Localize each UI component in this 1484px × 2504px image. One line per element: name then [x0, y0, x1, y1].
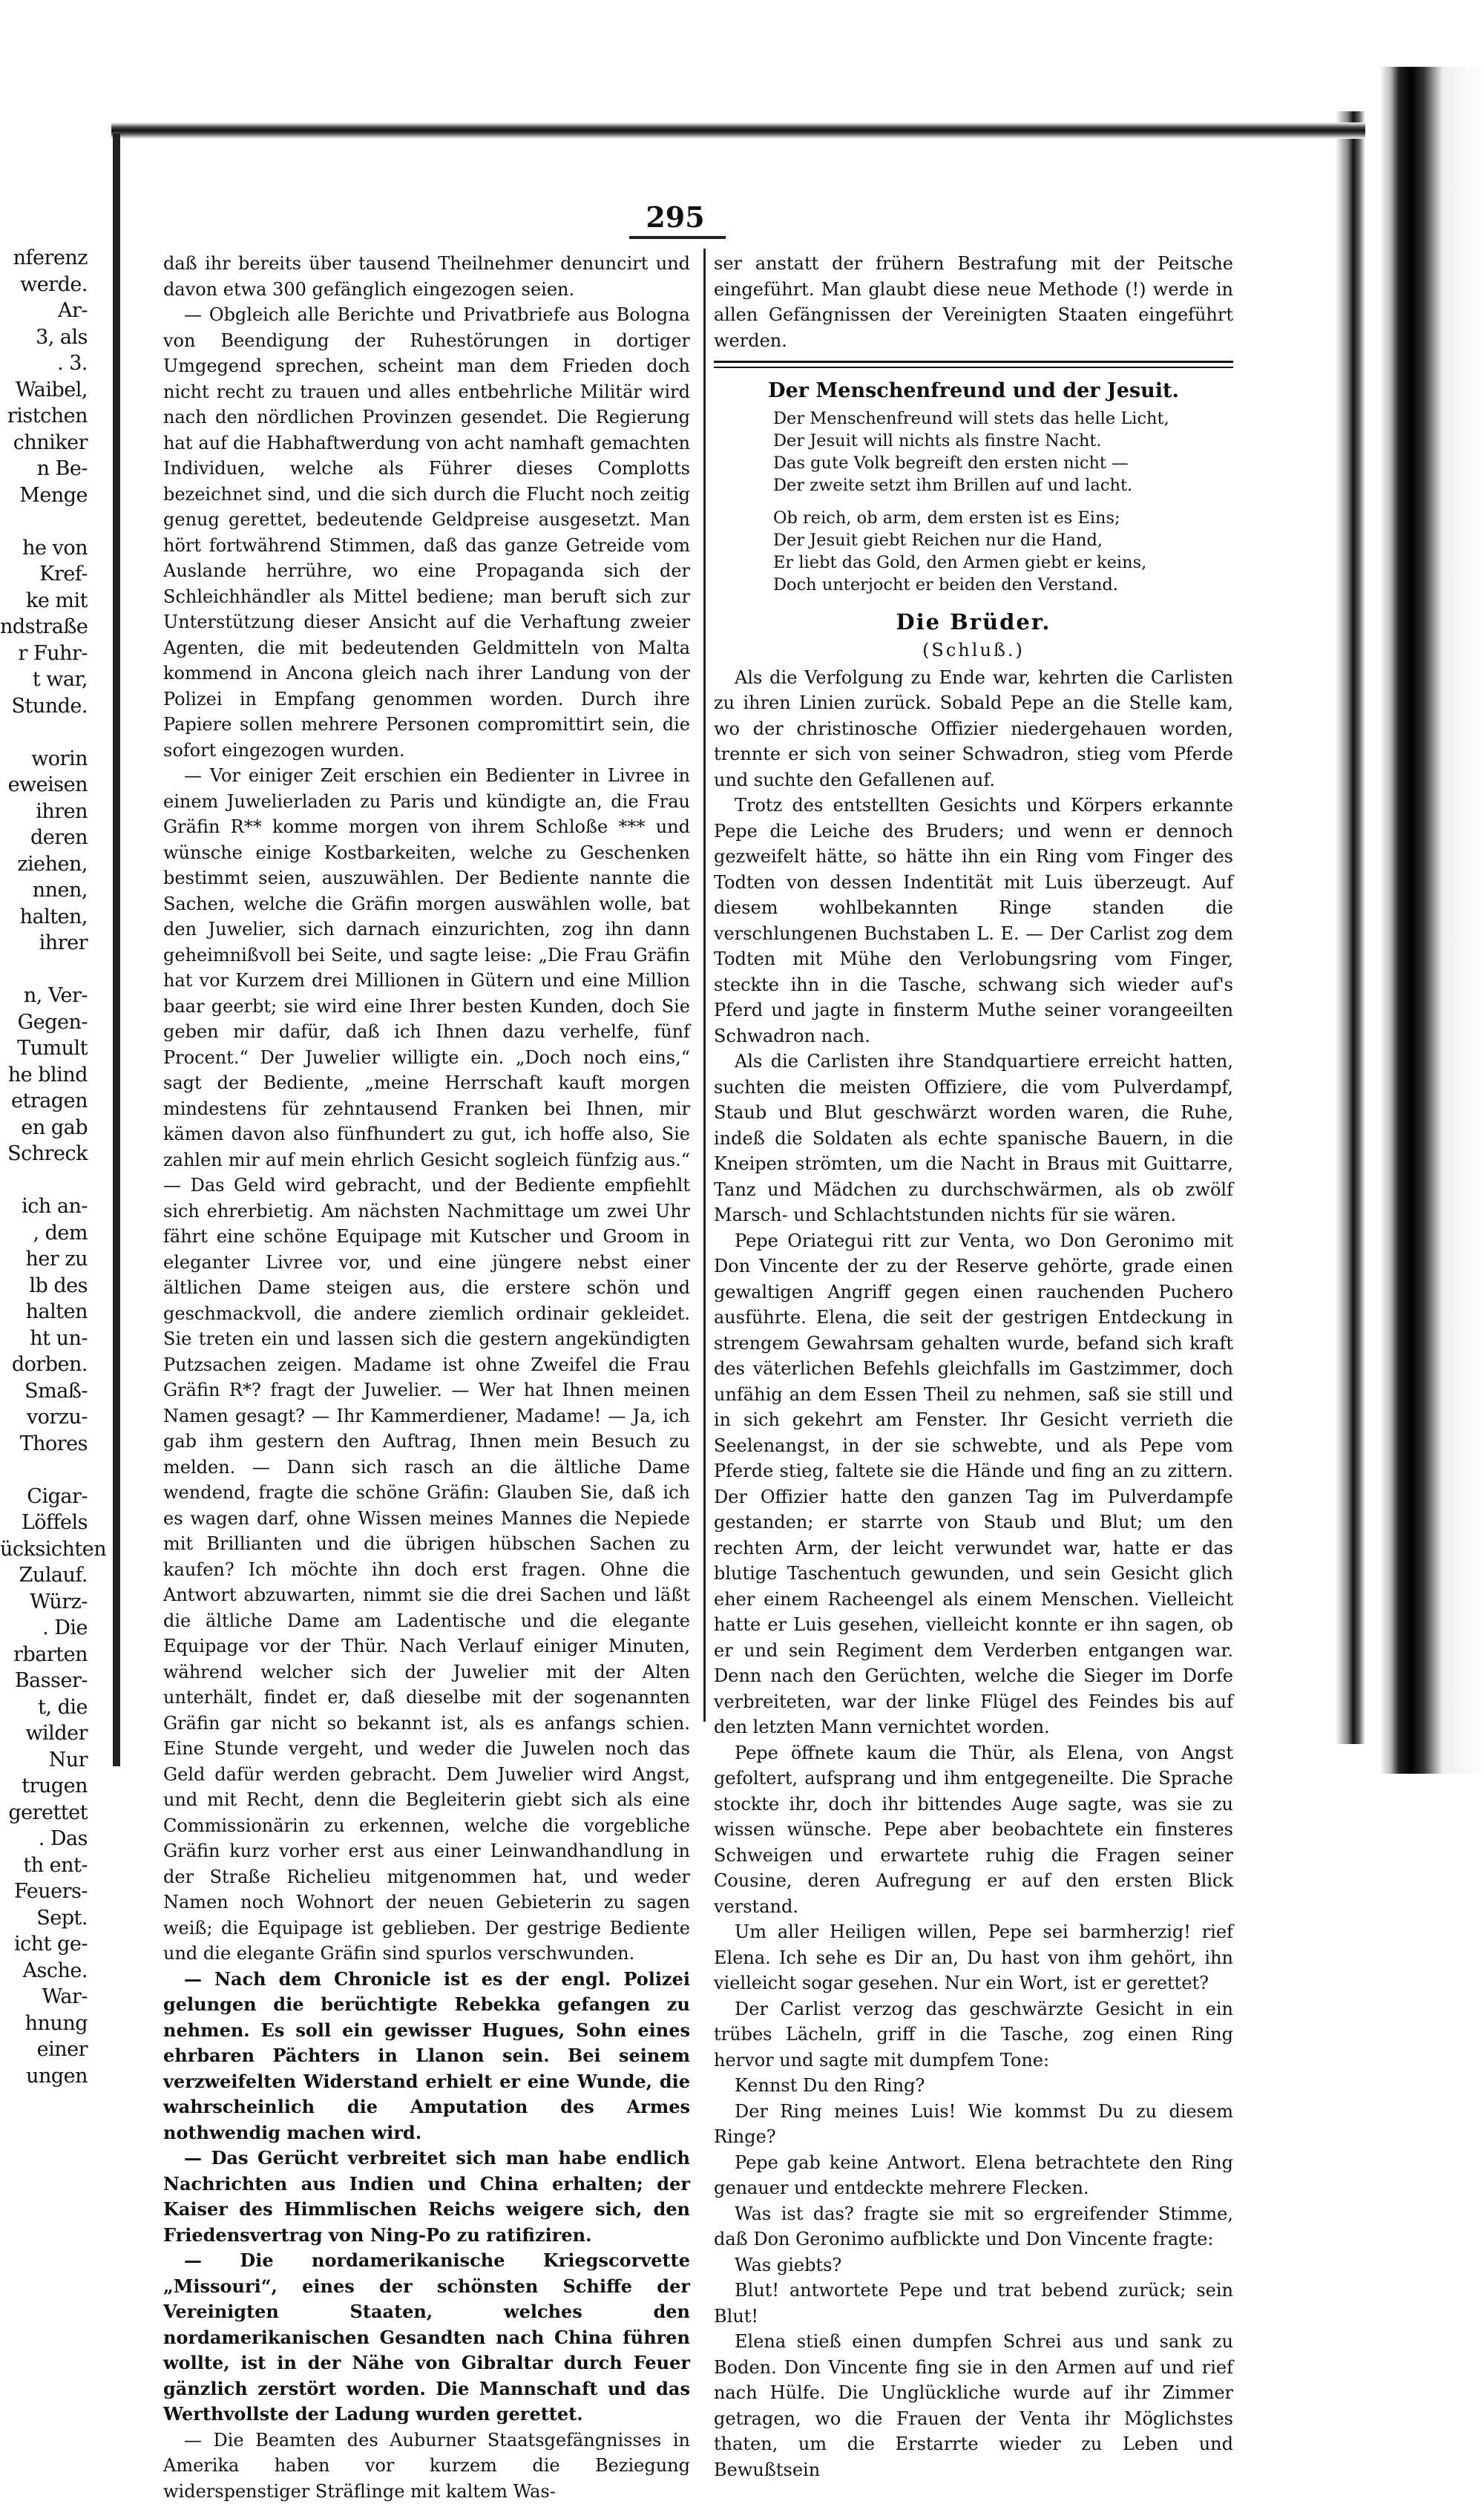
- fragment-line: eweisen: [0, 772, 88, 799]
- fragment-line: Cigar-: [0, 1484, 88, 1510]
- fragment-line: Feuers-: [0, 1878, 88, 1905]
- fragment-line: . Die: [0, 1615, 88, 1642]
- fragment-line: ndstraße: [0, 614, 88, 640]
- story-paragraph: Der Carlist verzog das geschwärzte Gesicht in ein trübes Lächeln, griff in die Tasche, zog einen Ring hervor und sagte mit dumpfem Tone:: [714, 1996, 1233, 2074]
- fragment-line: Gegen-: [0, 1009, 88, 1036]
- fragment-line: Smaß-: [0, 1378, 88, 1405]
- poem-line: Er liebt das Gold, den Armen giebt er keins,: [773, 551, 1233, 574]
- fragment-line: her zu: [0, 1246, 88, 1273]
- facing-page-fragment: [0, 245, 88, 1559]
- fragment-line: 3, als: [0, 324, 88, 351]
- story-paragraph: Als die Verfolgung zu Ende war, kehrten die Carlisten zu ihren Linien zurück. Sobald Pepe an die Stelle kam, wo der christinosche Offizier niedergehauen worden, trennte er sich von seiner Schwadron, stieg vom Pferde und suchte den Gefallenen auf.: [714, 665, 1233, 793]
- fragment-line: Thores: [0, 1431, 88, 1458]
- paragraph-china: — Das Gerücht verbreitet sich man habe endlich Nachrichten aus Indien und China erhalten; der Kaiser des Himmlischen Reichs weigere sich, den Friedensvertrag von Ning-Po zu ratifiziren.: [163, 2146, 690, 2248]
- fragment-line: ke mit: [0, 588, 88, 614]
- fragment-line: ihrer: [0, 930, 88, 957]
- fragment-line: wilder: [0, 1720, 88, 1747]
- fragment-line: nnen,: [0, 877, 88, 904]
- story-paragraph: Blut! antwortete Pepe und trat bebend zurück; sein Blut!: [714, 2278, 1233, 2329]
- poem-line: Der zweite setzt ihm Brillen auf und lacht.: [773, 474, 1233, 496]
- paragraph-jeweler: — Vor einiger Zeit erschien ein Bedienter in Livree in einem Juwelierladen zu Paris und kündigte an, die Frau Gräfin R** komme morgen von ihrem Schloße *** und wünsche einige Kostbarkeiten, welche zu Geschenken bestimmt seien, auszuwählen. Der Bediente nannte die Sachen, welche die Gräfin morgen auswählen wolle, bat den Juwelier, sich darnach einzurichten, zog ihn dann geheimnißvoll bei Seite, und sagte leise: „Die Frau Gräfin hat vor Kurzem drei Millionen in Gütern und eine Million baar geerbt; sie wird eine Ihrer besten Kunden, doch Sie geben mir dafür, daß ich Ihnen dazu verhelfe, fünf Procent.“ Der Juwelier willigte ein. „Doch noch eins,“ sagt der Bediente, „meine Herrschaft kauft morgen mindestens für zehntausend Franken bei Ihnen, mir kämen davon also fünfhundert zu gut, ich hoffe also, Sie zahlen mir auf mein ehrlich Gesicht sogleich fünfzig aus.“ — Das Geld wird gebracht, und der Bediente empfiehlt sich ehrerbietig. Am nächsten Nachmittage um zwei Uhr fährt eine schöne Equipage mit Kutscher und Groom in eleganter Livree vor, und eine jüngere nebst einer ältlichen Dame steigen aus, die erstere schön und geschmackvoll, die andere ziemlich ordinair gekleidet. Sie treten ein und lassen sich die gestern angekündigten Putzsachen zeigen. Madame ist ohne Zweifel die Frau Gräfin R*? fragt der Juwelier. — Wer hat Ihnen meinen Namen gesagt? — Ihr Kammerdiener, Madame! — Ja, ich gab ihm gestern den Auftrag, Ihnen mein Besuch zu melden. — Dann sich rasch an die ältliche Dame wendend, fragte die schöne Gräfin: Glauben Sie, daß ich es wagen darf, ohne Wissen meines Mannes die Nepiede mit Brillianten und die übrigen hübschen Sachen zu kaufen? Ich möchte ihn doch erst fragen. Ohne die Antwort abzuwarten, nimmt sie die drei Sachen und läßt die ältliche Dame am Ladentische und die elegante Equipage vor der Thür. Nach Verlauf einiger Minuten, während welcher sich der Juwelier mit der Alten unterhält, findet er, daß dieselbe mit der sogenannten Gräfin gar nicht so bekannt ist, als es anfangs schien. Eine Stunde vergeht, und weder die Juwelen noch das Geld dafür werden gebracht. Dem Juwelier wird Angst, und mit Recht, denn die Begleiterin giebt sich als eine Commissionärin zu erkennen, welche die vorgebliche Gräfin kurz vorher erst aus einer Leinwandhandlung in der Straße Richelieu mitgenommen hat, und weder Namen noch Wohnort der neuen Gebieterin zu sagen weiß; die Equipage ist geblieben. Der gestrige Bediente und die elegante Gräfin sind spurlos verschwunden.: [163, 763, 690, 1967]
- fragment-line: t, die: [0, 1694, 88, 1721]
- paragraph-auburn: — Die Beamten des Auburner Staatsgefängnisses in Amerika haben vor kurzem die Beziegung widerspenstiger Sträflinge mit kaltem Was-: [163, 2428, 690, 2504]
- fragment-line: Würz-: [0, 1589, 88, 1616]
- fragment-line: Menge: [0, 482, 88, 509]
- poem-line: Das gute Volk begreift den ersten nicht —: [773, 452, 1233, 474]
- fragment-line: rbarten: [0, 1642, 88, 1668]
- column-divider: [703, 249, 706, 1722]
- story-paragraph: Um aller Heiligen willen, Pepe sei barmherzig! rief Elena. Ich sehe es Dir an, Du hast von ihm gehört, ihn vielleicht sogar gesehen. Nur ein Wort, ist er gerettet?: [714, 1919, 1233, 1996]
- fragment-line: he von: [0, 535, 88, 562]
- fragment-line: ich an-: [0, 1193, 88, 1220]
- fragment-line: [0, 957, 88, 983]
- poem-title: Der Menschenfreund und der Jesuit.: [714, 378, 1233, 404]
- story-paragraph: Pepe gab keine Antwort. Elena betrachtete den Ring genauer und entdeckte mehrere Flecken.: [714, 2150, 1233, 2201]
- fragment-line: dorben.: [0, 1351, 88, 1378]
- fragment-line: ihren: [0, 799, 88, 825]
- fragment-line: . 3.: [0, 350, 88, 377]
- fragment-line: en gab: [0, 1115, 88, 1141]
- fragment-line: halten: [0, 1299, 88, 1325]
- paragraph-bologna: — Obgleich alle Berichte und Privatbriefe aus Bologna von Beendigung der Ruhestörungen in dortiger Umgegend sprechen, scheint man dem Frieden doch nicht recht zu trauen und alles entbehrliche Militär wird nach den nördlichen Provinzen gesendet. Die Regierung hat auf die Habhaftwerdung von acht namhaft gemachten Individuen, welche als Führer dieses Complotts bezeichnet sind, und die sich durch die Flucht noch zeitig genug gerettet, bedeutende Geldpreise ausgesetzt. Man hört fortwährend Stimmen, daß das ganze Getreide vom Auslande herrühre, wo eine Propaganda sich der Schleichhändler als Mittel bediene; man beruft sich zur Unterstützung dieser Ansicht auf die Verhaftung zweier Agenten, die mit bedeutenden Geldmitteln von Malta kommend in Ancona gleich nach ihrer Landung von der Polizei in Empfang genommen worden. Durch ihre Papiere sollen mehrere Personen compromittirt sein, die sofort eingezogen wurden.: [163, 302, 690, 763]
- story-paragraph: Pepe Oriategui ritt zur Venta, wo Don Geronimo mit Don Vincente der zu der Reserve gehörte, grade einen gewaltigen Angriff gegen einen rauchenden Puchero ausführte. Elena, die seit der gestrigen Entdeckung in strengem Gewahrsam gehalten wurde, befand sich kraft des väterlichen Befehls gleichfalls im Gastzimmer, doch unfähig an dem Essen Theil zu nehmen, saß sie still und in sich gekehrt am Fenster. Ihr Gesicht verrieth die Seelenangst, in der sie schwebte, und als Pepe vom Pferde stieg, faltete sie die Hände und fing an zu zittern. Der Offizier hatte den ganzen Tag im Pulverdampfe gestanden; er starrte von Staub und Blut; um den rechten Arm, der leicht verwundet war, hatte er das blutige Taschentuch gewunden, und sein Gesicht glich eher einem Racheengel als einem Menschen. Vielleicht hatte er Luis gesehen, vielleicht konnte er ihn sagen, ob er und sein Regiment dem Verderben entgangen war. Denn nach den Gerüchten, welche die Sieger im Dorfe verbreiteten, war der linke Flügel des Feindes bis auf den letzten Mann vernichtet worden.: [714, 1228, 1233, 1740]
- book-gutter: [113, 134, 120, 1766]
- fragment-line: . Das: [0, 1826, 88, 1852]
- fragment-line: Asche.: [0, 1958, 88, 1984]
- fragment-line: Waibel,: [0, 377, 88, 404]
- paragraph-missouri: — Die nordamerikanische Kriegscorvette „Missouri“, eines der schönsten Schiffe der Vereinigten Staaten, welches den nordamerikanischen Gesandten nach China führen wollte, ist in der Nähe von Gibraltar durch Feuer gänzlich zerstört worden. Die Mannschaft und das Werthvollste der Ladung wurden gerettet.: [163, 2248, 690, 2428]
- fragment-line: Zulauf.: [0, 1562, 88, 1589]
- fragment-line: deren: [0, 825, 88, 851]
- fragment-line: Löffels: [0, 1510, 88, 1536]
- fragment-line: Stunde.: [0, 693, 88, 720]
- fragment-line: ristchen: [0, 403, 88, 430]
- fragment-line: Sept.: [0, 1905, 88, 1932]
- page-top-rule: [111, 122, 1365, 139]
- fragment-line: War-: [0, 1984, 88, 2010]
- fragment-line: ziehen,: [0, 851, 88, 878]
- story-title: Die Brüder.: [714, 609, 1233, 635]
- story-paragraph: Was ist das? fragte sie mit so ergreifender Stimme, daß Don Geronimo aufblickte und Don Vincente fragte:: [714, 2201, 1233, 2252]
- fragment-line: th ent-: [0, 1852, 88, 1879]
- story-paragraph: Was giebts?: [714, 2252, 1233, 2278]
- page-number: 295: [620, 200, 731, 234]
- story-paragraph: Als die Carlisten ihre Standquartiere erreicht hatten, suchten die meisten Offiziere, die vom Pulverdampf, Staub und Blut geschwärzt worden waren, die Ruhe, indeß die Soldaten als echte spanische Bauern, in die Kneipen strömten, um die Nacht in Braus mit Guittarre, Tanz und Mädchen zu durchschwärmen, als ob zwölf Marsch- und Schlachtstunden nichts für sie wären.: [714, 1049, 1233, 1228]
- poem-line: Der Jesuit giebt Reichen nur die Hand,: [773, 529, 1233, 551]
- fragment-line: Nur: [0, 1747, 88, 1774]
- fragment-line: [0, 1167, 88, 1194]
- fragment-line: Schreck: [0, 1141, 88, 1167]
- fragment-line: Ar-: [0, 298, 88, 324]
- fragment-line: , dem: [0, 1220, 88, 1247]
- fragment-line: trugen: [0, 1773, 88, 1800]
- fragment-line: werde.: [0, 272, 88, 298]
- fragment-line: Kref-: [0, 561, 88, 588]
- poem-line: Der Jesuit will nichts als finstre Nacht.: [773, 430, 1233, 452]
- fragment-line: Basser-: [0, 1668, 88, 1694]
- fragment-line: gerettet: [0, 1800, 88, 1826]
- stanza-gap: [773, 496, 1233, 507]
- page-number-rule: [629, 236, 726, 239]
- story-subtitle: (Schluß.): [714, 638, 1233, 663]
- fragment-line: ht un-: [0, 1325, 88, 1352]
- fragment-line: nferenz: [0, 245, 88, 272]
- fragment-line: t war,: [0, 666, 88, 693]
- scan-edge-shadow-inner: [1336, 111, 1365, 1744]
- fragment-line: he blind: [0, 1062, 88, 1089]
- story-paragraph: Der Ring meines Luis! Wie kommst Du zu diesem Ringe?: [714, 2099, 1233, 2150]
- story-paragraph: Trotz des entstellten Gesichts und Körpers erkannte Pepe die Leiche des Bruders; und wenn er dennoch gezweifelt hätte, so hätte ihn ein Ring vom Finger des Todten von dessen Indentität mit Luis überzeugt. Auf diesem wohlbekannten Ringe standen die verschlungenen Buchstaben L. E. — Der Carlist zog dem Todten mit Mühe den Verlobungsring vom Finger, steckte ihn in die Tasche, schwang sich wieder auf's Pferd und jagte in finsterm Muthe seiner vorangeeilten Schwadron nach.: [714, 793, 1233, 1049]
- section-separator: [714, 361, 1233, 368]
- fragment-line: r Fuhr-: [0, 640, 88, 667]
- fragment-line: vorzu-: [0, 1404, 88, 1431]
- fragment-line: worin: [0, 746, 88, 773]
- fragment-line: halten,: [0, 904, 88, 931]
- fragment-line: [0, 1457, 88, 1484]
- fragment-line: n, Ver-: [0, 983, 88, 1009]
- poem-line: Doch unterjocht er beiden den Verstand.: [773, 574, 1233, 596]
- fragment-line: [0, 508, 88, 535]
- fragment-line: Tumult: [0, 1035, 88, 1062]
- fragment-line: ungen: [0, 2063, 88, 2090]
- story-paragraph: Elena stieß einen dumpfen Schrei aus und sank zu Boden. Don Vincente fing sie in den Armen auf und rief nach Hülfe. Die Unglückliche wurde auf ihr Zimmer getragen, wo die Frauen der Venta ihr Möglichstes thaten, um die Erstarrte wieder zu Leben und Bewußtsein: [714, 2329, 1233, 2482]
- fragment-line: einer: [0, 2036, 88, 2063]
- poem-line: Ob reich, ob arm, dem ersten ist es Eins;: [773, 507, 1233, 529]
- fragment-line: hnung: [0, 2010, 88, 2037]
- story-paragraph: Pepe öffnete kaum die Thür, als Elena, von Angst gefoltert, aufsprang und ihm entgegeneilte. Die Sprache stockte ihr, doch ihr bittendes Auge sagte, was sie zu wissen wünsche. Pepe aber beobachtete ein finsteres Schweigen und erwartete ruhig die Fragen seiner Cousine, deren Aufregung er auf den ersten Blick verstand.: [714, 1740, 1233, 1920]
- fragment-line: [0, 719, 88, 746]
- paragraph-continuation-right: ser anstatt der frühern Bestrafung mit der Peitsche eingeführt. Man glaubt diese neue Methode (!) werde in allen Gefängnissen der Vereinigten Staaten eingeführt werden.: [714, 251, 1233, 353]
- poem-line: Der Menschenfreund will stets das helle Licht,: [773, 407, 1233, 430]
- fragment-line: etragen: [0, 1088, 88, 1115]
- paragraph-rebekka: — Nach dem Chronicle ist es der engl. Polizei gelungen die berüchtigte Rebekka gefangen zu nehmen. Es soll ein gewisser Hugues, Sohn eines ehrbaren Pächters in Llanon sein. Bei seinem verzweifelten Widerstand erhielt er eine Wunde, die wahrscheinlich die Amputation des Armes nothwendig machen wird.: [163, 1967, 690, 2146]
- story-paragraph: Kennst Du den Ring?: [714, 2073, 1233, 2099]
- poem: [773, 407, 1233, 596]
- news-column-right: [714, 251, 1233, 2482]
- fragment-line: chniker: [0, 430, 88, 456]
- scan-edge-shadow: [1380, 67, 1484, 1774]
- news-column-left: [163, 251, 690, 2504]
- fragment-line: ücksichten: [0, 1536, 88, 1563]
- paragraph-continuation: daß ihr bereits über tausend Theilnehmer denuncirt und davon etwa 300 gefänglich eingezogen seien.: [163, 251, 690, 302]
- fragment-line: lb des: [0, 1273, 88, 1299]
- fragment-line: icht ge-: [0, 1931, 88, 1958]
- fragment-line: n Be-: [0, 456, 88, 482]
